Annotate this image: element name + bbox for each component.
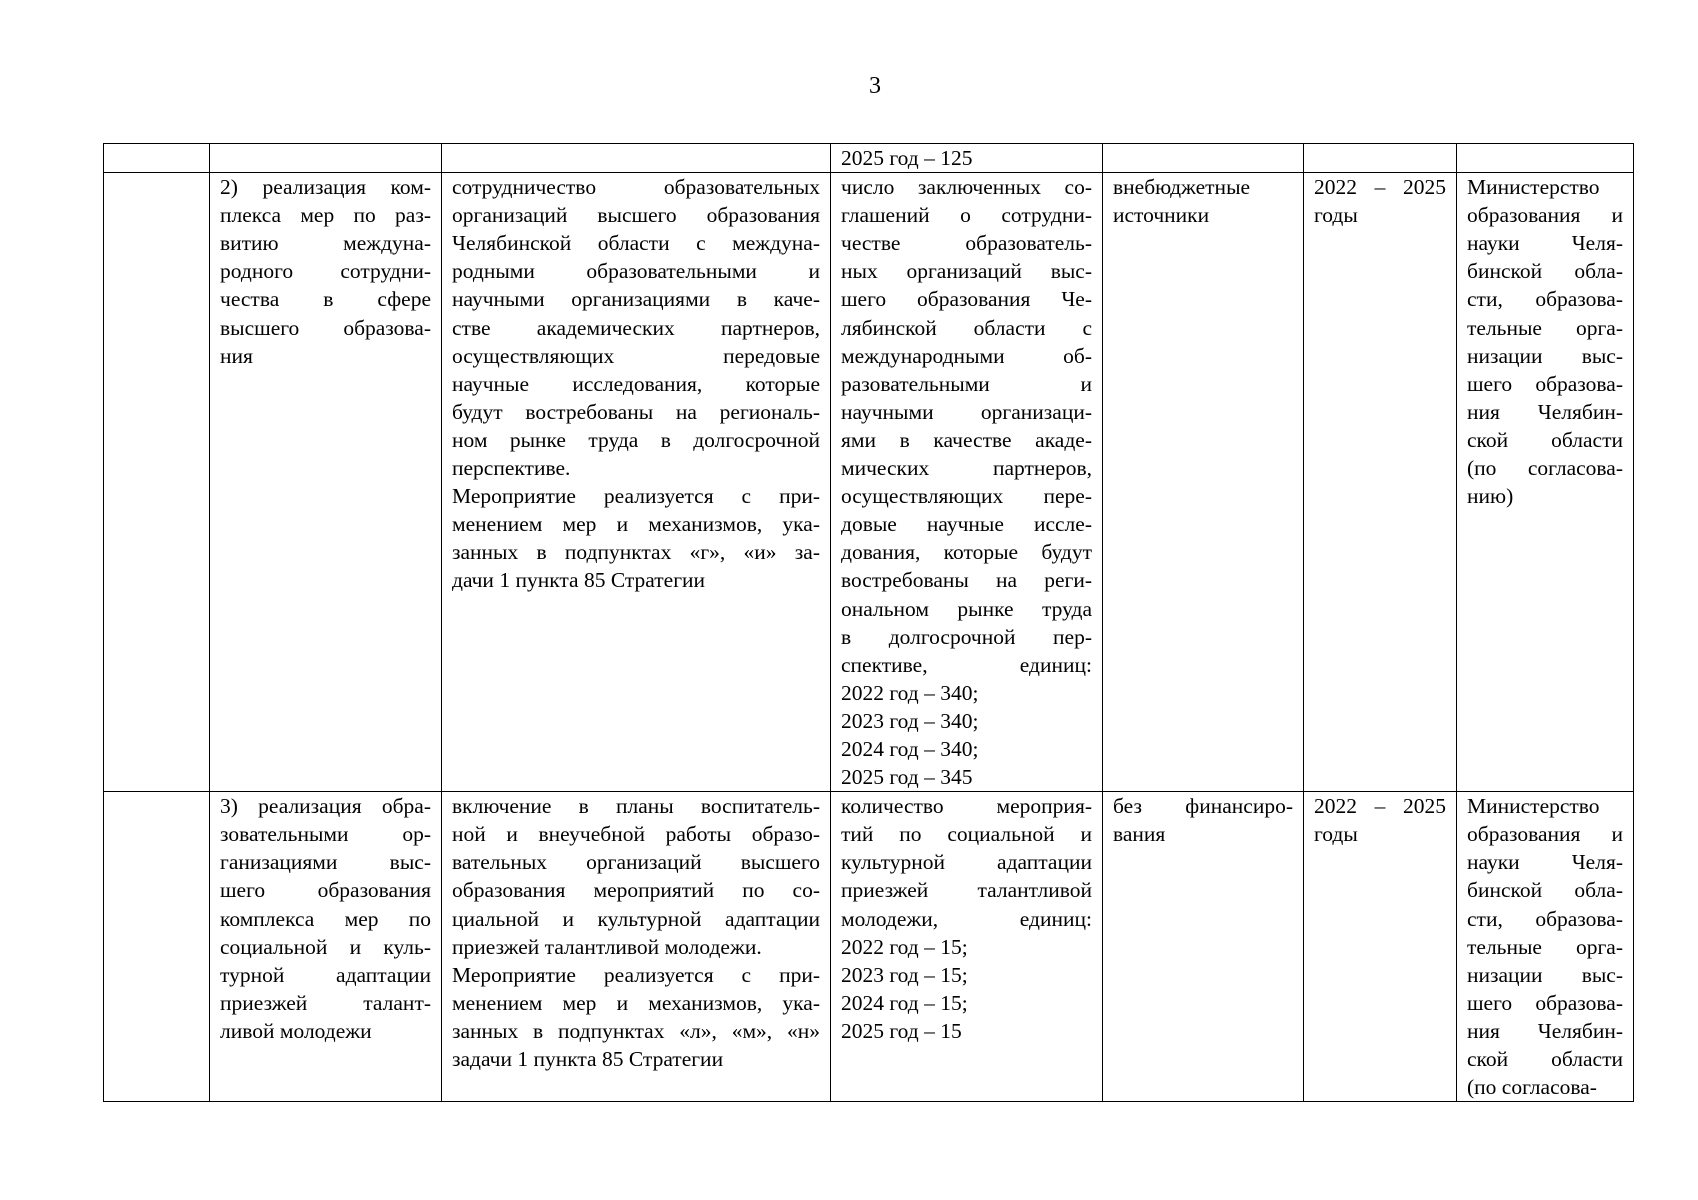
cell-line: источники bbox=[1113, 203, 1210, 228]
cell-number bbox=[104, 173, 210, 792]
cell-line: 2022 год – 15; bbox=[841, 934, 968, 959]
cell-line: осуществляющих пере- bbox=[841, 484, 1092, 509]
cell-line: 2022 – 2025 bbox=[1314, 175, 1446, 200]
cell-line: ливой молодежи bbox=[220, 1018, 372, 1043]
cell-line: вания bbox=[1113, 822, 1166, 847]
cell-line: тельные орга- bbox=[1467, 934, 1623, 959]
cell-line: приезжей талант- bbox=[220, 990, 431, 1015]
page-number: 3 bbox=[869, 73, 881, 99]
cell-line: дования, которые будут bbox=[841, 540, 1092, 565]
cell-line: 2025 год – 125 bbox=[841, 146, 973, 170]
cell-line: востребованы на реги- bbox=[841, 568, 1092, 593]
cell-line: ональном рынке труда bbox=[841, 596, 1092, 621]
cell-line: внебюджетные bbox=[1113, 175, 1251, 200]
cell-line: Министерство bbox=[1467, 175, 1600, 200]
cell-period bbox=[1304, 792, 1457, 1102]
cell-line: чества в сфере bbox=[220, 287, 431, 312]
cell-line: сотрудничество образовательных bbox=[452, 175, 820, 200]
cell-line: глашений о сотрудни- bbox=[841, 203, 1092, 228]
cell-line: научные исследования, которые bbox=[452, 371, 820, 396]
cell-line: шего образова- bbox=[1467, 990, 1623, 1015]
cell-line: ями в качестве акаде- bbox=[841, 427, 1092, 452]
cell-line: сти, образова- bbox=[1467, 906, 1623, 931]
cell-funding-source bbox=[1103, 173, 1304, 792]
cell-funding-source bbox=[1103, 144, 1304, 173]
cell-line: Челябинской области с междуна- bbox=[452, 231, 820, 256]
cell-line: шего образования Че- bbox=[841, 287, 1092, 312]
cell-line: занных в подпунктах «л», «м», «н» bbox=[452, 1018, 820, 1043]
cell-line: низации выс- bbox=[1467, 343, 1623, 368]
cell-line: 2025 год – 345 bbox=[841, 765, 973, 790]
cell-line: ния bbox=[220, 343, 253, 368]
cell-line: довые научные иссле- bbox=[841, 512, 1092, 537]
cell-line: Министерство bbox=[1467, 794, 1600, 819]
cell-line: спективе, единиц: bbox=[841, 652, 1092, 677]
cell-line: ния Челябин- bbox=[1467, 1018, 1623, 1043]
cell-measure bbox=[210, 792, 442, 1102]
cell-line: 2023 год – 15; bbox=[841, 962, 968, 987]
cell-line: лябинской области с bbox=[841, 315, 1092, 340]
cell-line: 2023 год – 340; bbox=[841, 708, 979, 733]
cell-line: ния Челябин- bbox=[1467, 399, 1623, 424]
cell-line: задачи 1 пункта 85 Стратегии bbox=[452, 1047, 724, 1071]
cell-responsible bbox=[1457, 173, 1634, 792]
cell-line: зовательными ор- bbox=[220, 822, 431, 847]
cell-line: ской области bbox=[1467, 427, 1623, 452]
cell-line: Мероприятие реализуется с при- bbox=[452, 484, 820, 509]
cell-line: научными организаци- bbox=[841, 399, 1092, 424]
cell-line: разовательными и bbox=[841, 371, 1092, 396]
cell-line: приезжей талантливой молодежи. bbox=[452, 934, 762, 959]
cell-line: комплекса мер по bbox=[220, 906, 431, 931]
cell-line: культурной адаптации bbox=[841, 850, 1092, 875]
cell-period bbox=[1304, 173, 1457, 792]
cell-line: дачи 1 пункта 85 Стратегии bbox=[452, 568, 706, 593]
cell-line: годы bbox=[1314, 822, 1358, 847]
cell-line: будут востребованы на региональ- bbox=[452, 399, 820, 424]
cell-line: образования мероприятий по со- bbox=[452, 878, 820, 903]
cell-description bbox=[442, 173, 831, 792]
cell-line: перспективе. bbox=[452, 456, 571, 481]
cell-line: без финансиро- bbox=[1113, 794, 1293, 819]
cell-line: включение в планы воспитатель- bbox=[452, 794, 820, 819]
cell-responsible bbox=[1457, 792, 1634, 1102]
cell-indicator bbox=[831, 173, 1103, 792]
cell-responsible bbox=[1457, 144, 1634, 173]
cell-line: родными образовательными и bbox=[452, 259, 820, 284]
cell-line: шего образова- bbox=[1467, 371, 1623, 396]
cell-line: высшего образова- bbox=[220, 315, 431, 340]
cell-line: честве образователь- bbox=[841, 231, 1092, 256]
cell-line: годы bbox=[1314, 203, 1358, 228]
cell-line: образования и bbox=[1467, 822, 1623, 847]
cell-line: приезжей талантливой bbox=[841, 878, 1092, 903]
table-row bbox=[104, 792, 1634, 1102]
cell-period bbox=[1304, 144, 1457, 173]
cell-funding-source bbox=[1103, 792, 1304, 1102]
cell-line: менением мер и механизмов, ука- bbox=[452, 990, 820, 1015]
cell-line: бинской обла- bbox=[1467, 878, 1623, 903]
cell-measure bbox=[210, 144, 442, 173]
table-row bbox=[104, 173, 1634, 792]
cell-line: науки Челя- bbox=[1467, 850, 1623, 875]
cell-line: 2022 – 2025 bbox=[1314, 794, 1446, 819]
cell-measure bbox=[210, 173, 442, 792]
cell-line: научными организациями в каче- bbox=[452, 287, 820, 312]
cell-line: молодежи, единиц: bbox=[841, 906, 1092, 931]
table-row bbox=[104, 144, 1634, 173]
cell-line: тельные орга- bbox=[1467, 315, 1623, 340]
cell-line: международными об- bbox=[841, 343, 1092, 368]
cell-line: науки Челя- bbox=[1467, 231, 1623, 256]
cell-line: вательных организаций высшего bbox=[452, 850, 820, 875]
cell-line: количество мероприя- bbox=[841, 794, 1092, 819]
cell-line: 2025 год – 15 bbox=[841, 1018, 962, 1043]
cell-line: бинской обла- bbox=[1467, 259, 1623, 284]
cell-line: низации выс- bbox=[1467, 962, 1623, 987]
cell-line: осуществляющих передовые bbox=[452, 343, 820, 368]
cell-number bbox=[104, 144, 210, 173]
cell-line: турной адаптации bbox=[220, 962, 431, 987]
cell-line: ганизациями выс- bbox=[220, 850, 431, 875]
cell-indicator bbox=[831, 792, 1103, 1102]
cell-line: циальной и культурной адаптации bbox=[452, 906, 820, 931]
cell-description bbox=[442, 144, 831, 173]
cell-line: социальной и куль- bbox=[220, 934, 431, 959]
cell-line: число заключенных со- bbox=[841, 175, 1092, 200]
cell-line: 2024 год – 15; bbox=[841, 990, 968, 1015]
cell-line: плекса мер по раз- bbox=[220, 203, 431, 228]
cell-line: ской области bbox=[1467, 1047, 1623, 1071]
cell-line: занных в подпунктах «г», «и» за- bbox=[452, 540, 820, 565]
cell-line: 2024 год – 340; bbox=[841, 736, 979, 761]
cell-line: ных организаций выс- bbox=[841, 259, 1092, 284]
cell-line: в долгосрочной пер- bbox=[841, 624, 1092, 649]
cell-line: тий по социальной и bbox=[841, 822, 1092, 847]
cell-number bbox=[104, 792, 210, 1102]
cell-line: 2022 год – 340; bbox=[841, 680, 979, 705]
cell-line: ной и внеучебной работы образо- bbox=[452, 822, 820, 847]
cell-line: сти, образова- bbox=[1467, 287, 1623, 312]
cell-line: мических партнеров, bbox=[841, 456, 1092, 481]
cell-line: родного сотрудни- bbox=[220, 259, 431, 284]
cell-line: ном рынке труда в долгосрочной bbox=[452, 427, 820, 452]
cell-line: витию междуна- bbox=[220, 231, 431, 256]
cell-line: 2) реализация ком- bbox=[220, 175, 431, 200]
cell-line: менением мер и механизмов, ука- bbox=[452, 512, 820, 537]
cell-line: (по согласова- bbox=[1467, 1075, 1597, 1100]
cell-line: 3) реализация обра- bbox=[220, 794, 431, 819]
cell-line: стве академических партнеров, bbox=[452, 315, 820, 340]
cell-line: нию) bbox=[1467, 484, 1514, 509]
cell-line: шего образования bbox=[220, 878, 431, 903]
activities-table bbox=[103, 143, 1634, 1102]
cell-line: Мероприятие реализуется с при- bbox=[452, 962, 820, 987]
cell-line: (по согласова- bbox=[1467, 456, 1623, 481]
cell-line: организаций высшего образования bbox=[452, 203, 820, 228]
cell-description bbox=[442, 792, 831, 1102]
cell-line: образования и bbox=[1467, 203, 1623, 228]
cell-indicator bbox=[831, 144, 1103, 173]
